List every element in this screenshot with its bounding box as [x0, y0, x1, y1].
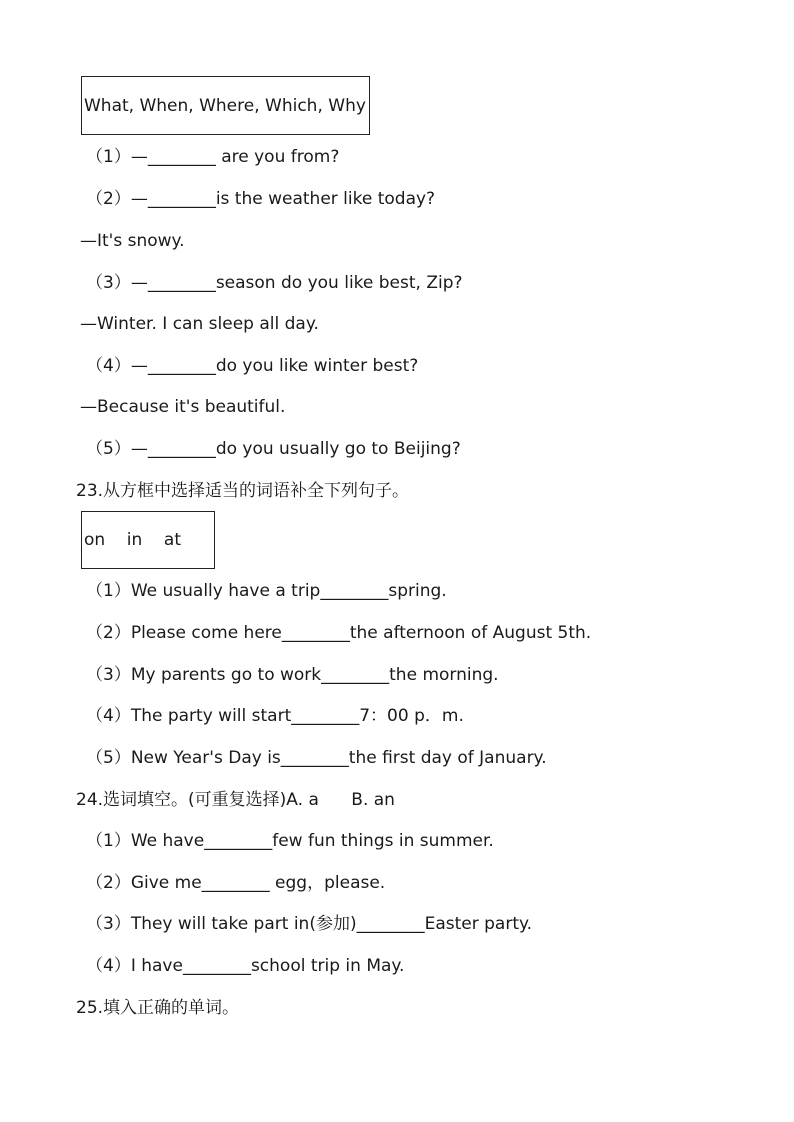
question-22-4: （4）—________do you like winter best? — [86, 356, 419, 376]
question-24-3: （3）They will take part in(参加)________Easter party. — [86, 914, 533, 934]
question-23-1: （1）We usually have a trip________spring. — [86, 581, 447, 601]
question-24-1: （1）We have________few fun things in summer. — [86, 831, 494, 851]
heading-25: 25.填入正确的单词。 — [76, 998, 240, 1018]
question-22-3: （3）—________season do you like best, Zip? — [86, 273, 463, 293]
heading-24: 24.选词填空。(可重复选择)A. a B. an — [76, 790, 395, 810]
heading-23: 23.从方框中选择适当的词语补全下列句子。 — [76, 481, 410, 501]
question-23-2: （2）Please come here________the afternoon of August 5th. — [86, 623, 592, 643]
answer-22-2: —It's snowy. — [80, 231, 185, 251]
question-22-1: （1）—________ are you from? — [86, 147, 340, 167]
word-box-prepositions — [81, 511, 215, 569]
answer-22-4: —Because it's beautiful. — [80, 397, 286, 417]
question-24-2: （2）Give me________ egg，please. — [86, 873, 386, 893]
word-box-text: What, When, Where, Which, Why — [84, 95, 366, 116]
word-box-text: on in at — [84, 530, 181, 550]
question-22-5: （5）—________do you usually go to Beijing? — [86, 439, 461, 459]
question-23-3: （3）My parents go to work________the morning. — [86, 665, 499, 685]
question-23-4: （4）The party will start________7：00 p．m. — [86, 706, 464, 726]
answer-22-3: —Winter. I can sleep all day. — [80, 314, 319, 334]
question-24-4: （4）I have________school trip in May. — [86, 956, 405, 976]
question-22-2: （2）—________is the weather like today? — [86, 189, 436, 209]
word-box-question-words — [81, 76, 370, 135]
question-23-5: （5）New Year's Day is________the first day of January. — [86, 748, 547, 768]
